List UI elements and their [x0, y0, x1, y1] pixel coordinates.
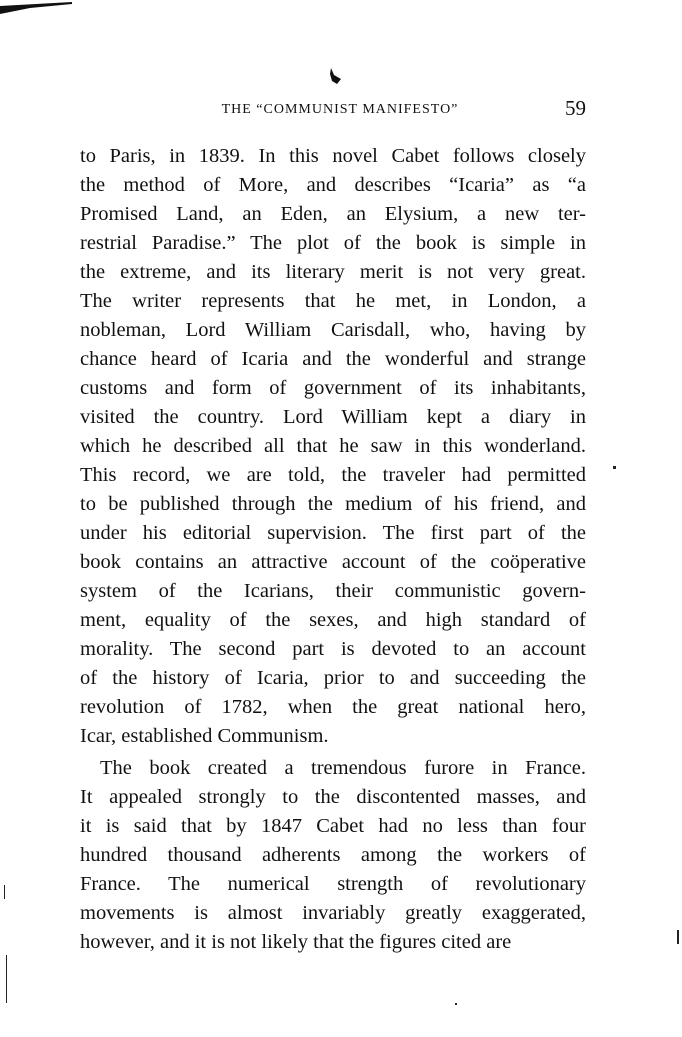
text-line: the extreme, and its literary merit is not very great.: [80, 261, 586, 283]
text-line: The writer represents that he met, in London, a: [80, 290, 586, 312]
scan-speck: [4, 885, 5, 899]
scan-speck: [677, 930, 679, 944]
text-line: restrial Paradise.” The plot of the book is simple in: [80, 232, 586, 254]
text-line: morality. The second part is devoted to an account: [80, 638, 586, 660]
text-line: book contains an attractive account of the coöperative: [80, 551, 586, 573]
text-line: chance heard of Icaria and the wonderful and strange: [80, 348, 586, 370]
scan-speck: [6, 955, 7, 1003]
text-line: The book created a tremendous furore in France.: [100, 757, 586, 779]
text-line: This record, we are told, the traveler had permitted: [80, 464, 586, 486]
scan-speck: [613, 466, 616, 469]
text-line: It appealed strongly to the discontented masses, and: [80, 786, 586, 808]
text-line: movements is almost invariably greatly exaggerated,: [80, 902, 586, 924]
text-line: visited the country. Lord William kept a diary in: [80, 406, 586, 428]
scan-artifact-corner: [0, 0, 72, 14]
text-line: ment, equality of the sexes, and high standard of: [80, 609, 586, 631]
text-line: which he described all that he saw in this wonderland.: [80, 435, 586, 457]
text-line: to be published through the medium of his friend, and: [80, 493, 586, 515]
text-line: the method of More, and describes “Icaria” as “a: [80, 174, 586, 196]
text-line: to Paris, in 1839. In this novel Cabet follows closely: [80, 145, 586, 167]
text-line: nobleman, Lord William Carisdall, who, having by: [80, 319, 586, 341]
text-line: customs and form of government of its inhabitants,: [80, 377, 586, 399]
scan-speck: [455, 1003, 457, 1005]
text-line: under his editorial supervision. The first part of the: [80, 522, 586, 544]
text-line: Promised Land, an Eden, an Elysium, a new ter-: [80, 203, 586, 225]
text-line: it is said that by 1847 Cabet had no less than four: [80, 815, 586, 837]
ornament-mark: [328, 68, 342, 84]
page-number: 59: [565, 96, 586, 120]
text-line: however, and it is not likely that the figures cited are: [80, 931, 512, 953]
body-text: [80, 142, 586, 957]
text-line: of the history of Icaria, prior to and succeeding the: [80, 667, 586, 689]
text-line: France. The numerical strength of revolutionary: [80, 873, 586, 895]
text-line: hundred thousand adherents among the workers of: [80, 844, 586, 866]
text-line: system of the Icarians, their communistic govern-: [80, 580, 586, 602]
text-line: revolution of 1782, when the great national hero,: [80, 696, 586, 718]
running-title: THE “COMMUNIST MANIFESTO”: [221, 102, 459, 117]
text-line: Icar, established Communism.: [80, 725, 329, 747]
page-header: [80, 96, 586, 122]
